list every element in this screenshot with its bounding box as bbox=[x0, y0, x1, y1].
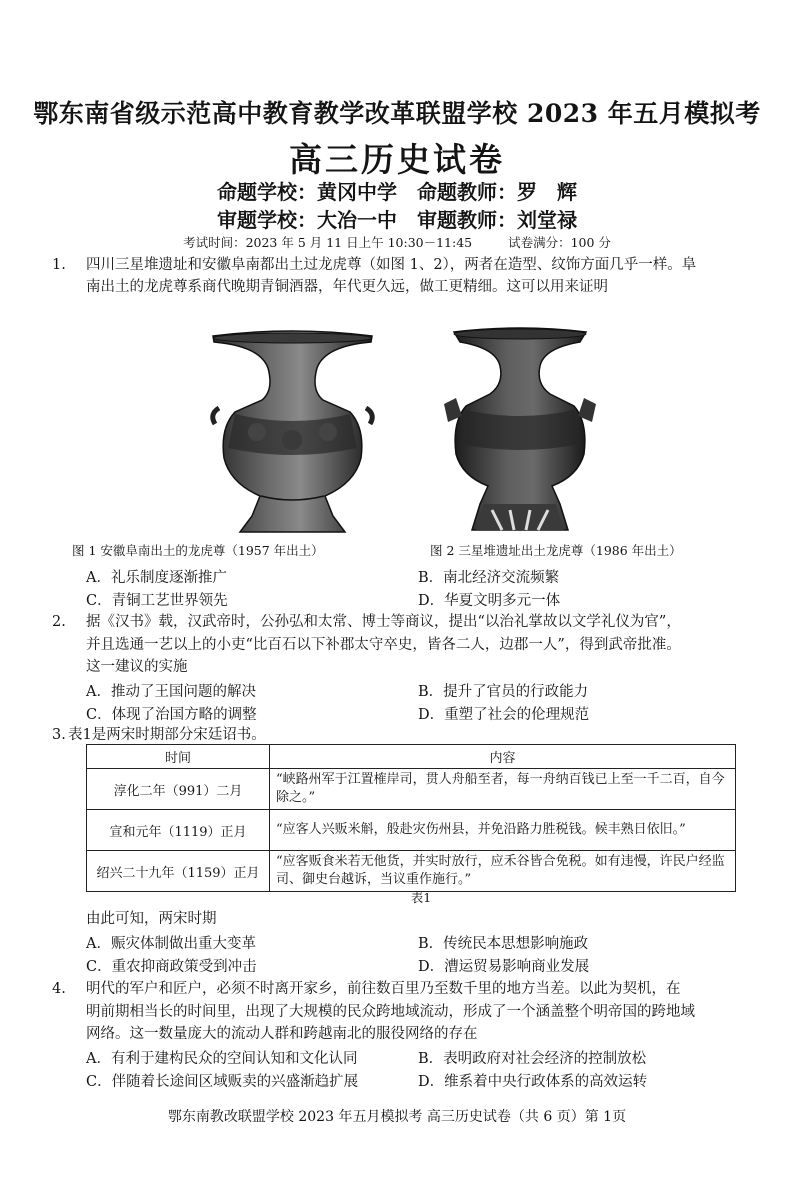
option-c: C．青铜工艺世界领先 bbox=[86, 593, 228, 609]
question-stem-line: 四川三星堆遗址和安徽阜南都出土过龙虎尊（如图 1、2），两者在造型、纹饰方面几乎一样。阜 bbox=[86, 257, 697, 273]
full-score: 试卷满分：100 分 bbox=[508, 235, 611, 250]
edict-table bbox=[86, 744, 736, 892]
table-cell-time: 淳化二年（991）二月 bbox=[87, 769, 270, 810]
question-stem-line: 网络。这一数量庞大的流动人群和跨越南北的服役网络的存在 bbox=[86, 1026, 478, 1042]
option-d: D．华夏文明多元一体 bbox=[418, 593, 561, 609]
question-stem-line: 这一建议的实施 bbox=[86, 659, 188, 675]
table-row bbox=[87, 769, 736, 810]
table-header-row bbox=[87, 745, 736, 769]
option-a: A．礼乐制度逐渐推广 bbox=[86, 570, 227, 586]
option-d: D．重塑了社会的伦理规范 bbox=[418, 707, 590, 723]
option-c: C．体现了治国方略的调整 bbox=[86, 707, 257, 723]
option-b: B．传统民本思想影响施政 bbox=[418, 936, 589, 952]
question-number: 4. bbox=[52, 981, 66, 997]
question-number: 3. bbox=[52, 727, 66, 743]
option-d: D．维系着中央行政体系的高效运转 bbox=[418, 1074, 648, 1090]
question-stem-line: 表1是两宋时期部分宋廷诏书。 bbox=[68, 727, 266, 743]
figure-1-longhu-zun-image bbox=[205, 328, 380, 534]
option-a: A．赈灾体制做出重大变革 bbox=[86, 936, 256, 952]
question-stem-line: 明代的军户和匠户，必须不时离开家乡，前往数百里乃至数千里的地方当差。以此为契机，在 bbox=[86, 981, 681, 997]
option-c: C．伴随着长途间区域贩卖的兴盛渐趋扩展 bbox=[86, 1074, 359, 1090]
question-lead: 由此可知，两宋时期 bbox=[86, 911, 217, 927]
figure-2-longhu-zun-image bbox=[440, 326, 600, 534]
table-caption: 表1 bbox=[410, 890, 432, 905]
exam-time: 考试时间：2023 年 5 月 11 日上午 10:30－11:45 bbox=[183, 235, 473, 250]
option-c: C．重农抑商政策受到冲击 bbox=[86, 959, 257, 975]
table-header-content: 内容 bbox=[270, 745, 736, 769]
question-number: 1. bbox=[52, 257, 66, 273]
question-stem-line: 明前期相当长的时间里，出现了大规模的民众跨地域流动，形成了一个涵盖整个明帝国的跨地域 bbox=[86, 1004, 695, 1020]
question-stem-line: 并且选通一艺以上的小吏“比百石以下补郡太守卒史，皆各二人，边郡一人”，得到武帝批准。 bbox=[86, 637, 681, 653]
option-b: B．南北经济交流频繁 bbox=[418, 570, 560, 586]
option-a: A．有利于建构民众的空间认知和文化认同 bbox=[86, 1051, 358, 1067]
table-cell-content: “应客贩食米若无他货，并实时放行，应禾谷皆合免税。如有违慢，许民户经监司、御史台越诉，当议重作施行。” bbox=[270, 851, 736, 892]
author-info: 命题学校：黄冈中学 命题教师：罗 辉 bbox=[217, 180, 577, 204]
exam-header-title: 鄂东南省级示范高中教育教学改革联盟学校 2023 年五月模拟考 bbox=[33, 99, 761, 128]
table-cell-content: “应客人兴贩米斛，般赴灾伤州县，并免沿路力胜税钱。候丰熟日依旧。” bbox=[270, 810, 736, 851]
table-row bbox=[87, 851, 736, 892]
table-cell-time: 绍兴二十九年（1159）正月 bbox=[87, 851, 270, 892]
option-b: B．表明政府对社会经济的控制放松 bbox=[418, 1051, 647, 1067]
table-cell-content: “峡路州军于江置榷岸司，贯人舟船至者，每一舟纳百钱已上至一千二百，自今除之。” bbox=[270, 769, 736, 810]
page-footer: 鄂东南教改联盟学校 2023 年五月模拟考 高三历史试卷（共 6 页）第 1页 bbox=[167, 1109, 627, 1125]
exam-meta bbox=[0, 233, 794, 251]
option-a: A．推动了王国问题的解决 bbox=[86, 684, 256, 700]
question-stem-line: 据《汉书》载，汉武帝时，公孙弘和太常、博士等商议，提出“以治礼掌故以文学礼仪为官”， bbox=[86, 614, 681, 630]
reviewer-info: 审题学校：大冶一中 审题教师：刘堂禄 bbox=[217, 208, 577, 232]
option-b: B．提升了官员的行政能力 bbox=[418, 684, 589, 700]
exam-subject-title: 高三历史试卷 bbox=[289, 140, 505, 179]
question-number: 2. bbox=[52, 614, 66, 630]
option-d: D．漕运贸易影响商业发展 bbox=[418, 959, 590, 975]
figure-1-caption: 图 1 安徽阜南出土的龙虎尊（1957 年出土） bbox=[72, 543, 324, 558]
question-stem-line: 南出土的龙虎尊系商代晚期青铜酒器，年代更久远，做工更精细。这可以用来证明 bbox=[86, 279, 608, 295]
table-row bbox=[87, 810, 736, 851]
table-header-time: 时间 bbox=[87, 745, 270, 769]
figure-2-caption: 图 2 三星堆遗址出土龙虎尊（1986 年出土） bbox=[430, 543, 682, 558]
table-cell-time: 宣和元年（1119）正月 bbox=[87, 810, 270, 851]
